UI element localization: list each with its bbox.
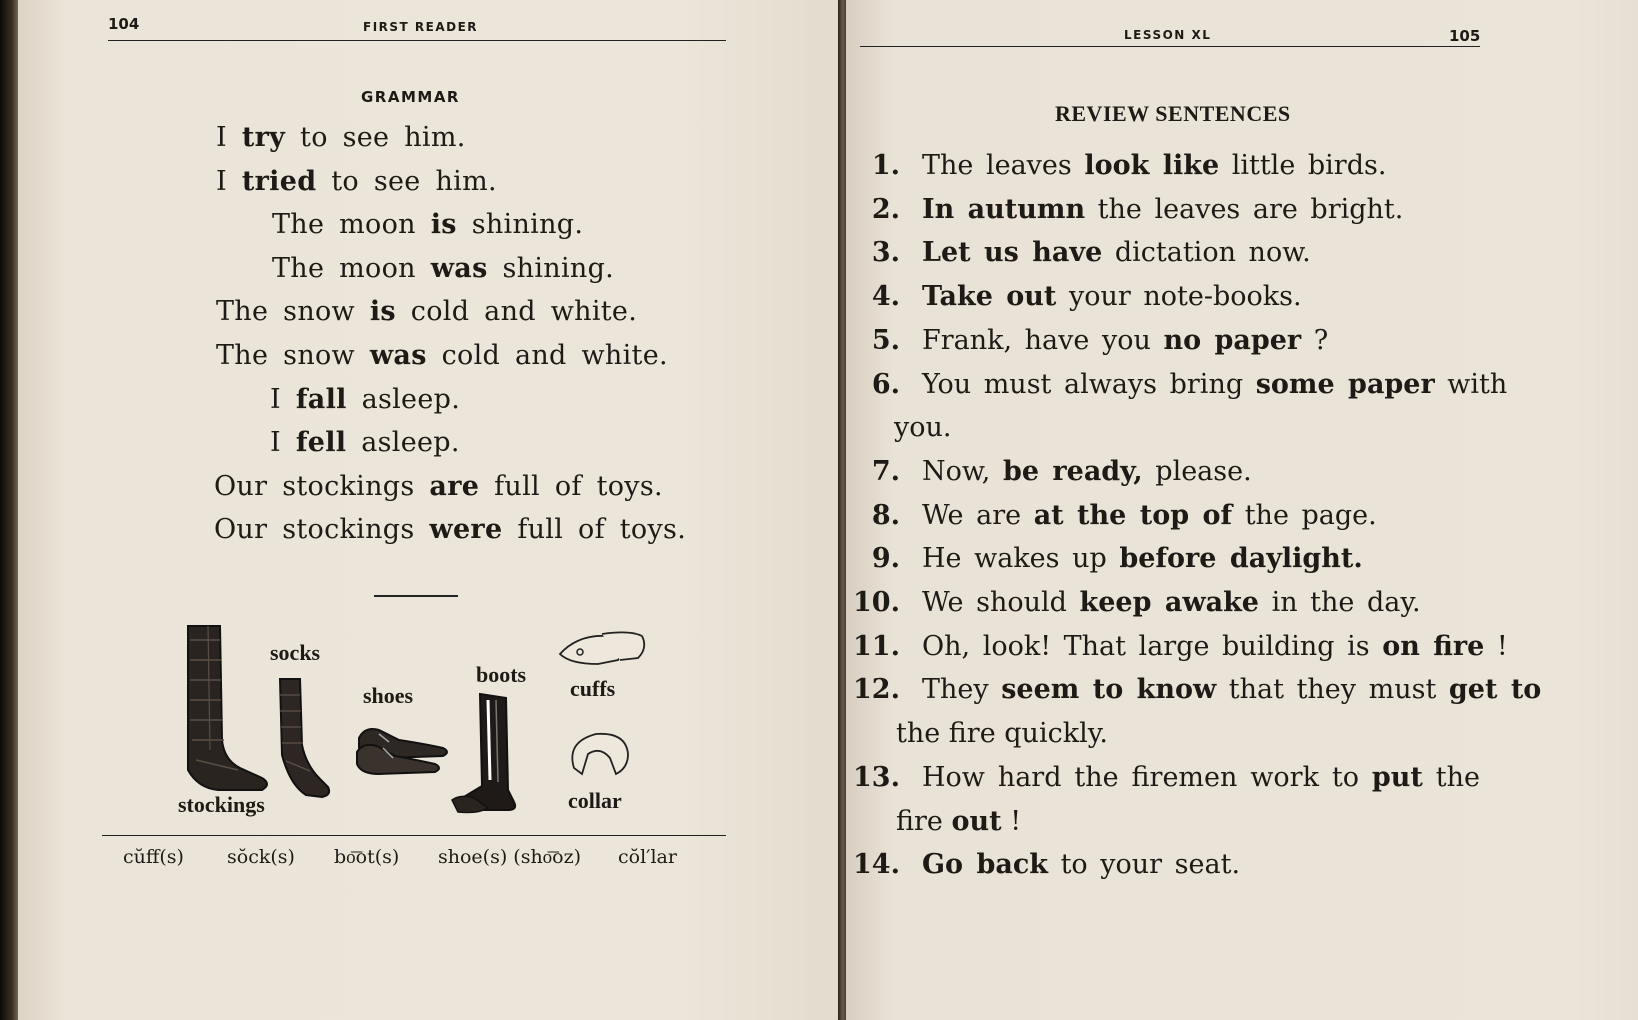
text-run: in the day. xyxy=(1258,587,1421,618)
left-page xyxy=(18,0,840,1020)
sentence-number: 6. xyxy=(871,368,900,400)
bold-phrase: was xyxy=(369,340,427,371)
grammar-line xyxy=(216,340,668,371)
sentence-text xyxy=(922,674,1541,705)
text-run: shining. xyxy=(487,252,615,284)
sentence-text xyxy=(922,500,1377,531)
bold-phrase: put xyxy=(1371,761,1423,793)
sentence-number: 2. xyxy=(871,193,900,225)
text-run: your note-books. xyxy=(1056,281,1302,313)
sentence-text xyxy=(922,631,1508,662)
text-run: the page. xyxy=(1232,499,1377,531)
text-run: fire xyxy=(896,805,952,837)
header-rule-right xyxy=(860,46,1480,47)
right-page xyxy=(846,0,1638,1020)
text-run: full of toys. xyxy=(502,514,687,546)
sentence-text xyxy=(922,194,1403,225)
sentence-text xyxy=(922,237,1311,268)
bold-phrase: some paper xyxy=(1255,368,1435,400)
text-run: How hard the firemen work to xyxy=(922,761,1372,793)
footnote-rule xyxy=(102,835,726,836)
bold-phrase: try xyxy=(241,122,286,153)
text-run: asleep. xyxy=(346,383,461,415)
sentence-text xyxy=(922,543,1363,574)
socks-illustration xyxy=(270,675,340,800)
grammar-line xyxy=(216,122,466,153)
pronunciation-cuffs: cŭff(s) xyxy=(123,846,184,868)
text-run: cold and white. xyxy=(426,340,668,371)
sentence-number: 11. xyxy=(853,630,900,662)
text-run: The snow xyxy=(216,340,370,371)
grammar-line xyxy=(272,253,614,284)
sentence-text xyxy=(922,281,1302,312)
text-run: The moon xyxy=(272,209,431,241)
bold-phrase: seem to know xyxy=(1001,674,1217,706)
text-run: to see him. xyxy=(285,122,466,153)
label-cuffs: cuffs xyxy=(570,676,616,701)
text-run: I xyxy=(216,165,242,197)
text-run: ? xyxy=(1301,324,1329,356)
text-run: ! xyxy=(1001,805,1022,837)
sentence-continuation xyxy=(896,806,1021,837)
text-run: We are xyxy=(922,499,1034,531)
bold-phrase: get to xyxy=(1448,674,1542,706)
bold-phrase: no paper xyxy=(1163,324,1302,356)
text-run: The moon xyxy=(272,252,431,284)
text-run: please. xyxy=(1142,455,1252,487)
sentence-number: 7. xyxy=(871,455,900,487)
section-divider xyxy=(374,595,458,597)
sentence-text xyxy=(922,849,1240,880)
text-run: Now, xyxy=(922,455,1003,487)
text-run: We should xyxy=(922,587,1080,618)
text-run: shining. xyxy=(456,209,584,241)
pronunciation-boots: bo͞ot(s) xyxy=(334,846,400,868)
bold-phrase: are xyxy=(429,470,480,502)
bold-phrase: Let us have xyxy=(922,237,1103,269)
text-run: You must always bring xyxy=(922,368,1256,400)
bold-phrase: were xyxy=(429,514,503,546)
running-head-right: LESSON XL xyxy=(1124,28,1212,42)
text-run: The leaves xyxy=(922,150,1085,181)
grammar-line xyxy=(216,296,637,327)
review-heading: REVIEW SENTENCES xyxy=(1055,101,1291,126)
text-run: dictation now. xyxy=(1102,237,1311,269)
text-run: full of toys. xyxy=(479,470,663,502)
sentence-number: 4. xyxy=(871,281,900,313)
grammar-line xyxy=(214,471,663,502)
pronunciation-socks: sŏck(s) xyxy=(227,846,295,868)
sentence-number: 3. xyxy=(871,237,900,269)
bold-phrase: is xyxy=(430,209,457,241)
text-run: Our stockings xyxy=(214,514,430,546)
text-run: to see him. xyxy=(316,165,497,197)
label-socks: socks xyxy=(270,640,321,665)
sentence-text xyxy=(922,762,1480,793)
text-run: asleep. xyxy=(346,427,460,459)
bold-phrase: was xyxy=(430,252,488,284)
page-number-right: 105 xyxy=(1449,27,1481,45)
text-run: The snow xyxy=(216,296,370,328)
sentence-text xyxy=(922,369,1507,400)
header-rule-left xyxy=(108,40,726,41)
text-run: with xyxy=(1434,368,1508,400)
sentence-number: 10. xyxy=(853,587,900,618)
grammar-line xyxy=(270,427,460,458)
bold-phrase: is xyxy=(369,296,396,328)
text-run: ! xyxy=(1484,630,1508,662)
text-run: little birds. xyxy=(1219,150,1387,181)
grammar-line xyxy=(216,166,497,197)
bold-phrase: out xyxy=(951,805,1002,837)
text-run: cold and white. xyxy=(395,296,638,328)
sentence-continuation: the fire quickly. xyxy=(896,718,1108,750)
text-run: They xyxy=(922,674,1002,706)
label-stockings: stockings xyxy=(178,792,265,817)
sentence-number: 12. xyxy=(853,674,900,706)
label-shoes: shoes xyxy=(363,683,414,708)
text-run: the xyxy=(1422,761,1480,793)
sentence-text xyxy=(922,150,1386,181)
text-run: Oh, look! That large building is xyxy=(922,630,1383,662)
bold-phrase: on fire xyxy=(1382,630,1485,662)
text-run: that they must xyxy=(1216,674,1449,706)
text-run: He wakes up xyxy=(922,543,1120,575)
text-run: to your seat. xyxy=(1048,849,1241,881)
sentence-number: 1. xyxy=(871,150,900,181)
bold-phrase: look like xyxy=(1084,150,1220,181)
running-head-left: FIRST READER xyxy=(363,20,479,34)
label-boots: boots xyxy=(476,662,527,687)
bold-phrase: Take out xyxy=(922,281,1057,313)
sentence-text xyxy=(922,325,1328,356)
bold-phrase: Go back xyxy=(922,849,1048,881)
collar-illustration xyxy=(566,728,634,778)
sentence-continuation: you. xyxy=(894,412,952,444)
shoes-illustration xyxy=(355,718,455,778)
pronunciation-collar: cŏl′lar xyxy=(618,846,677,868)
bold-phrase: In autumn xyxy=(922,193,1086,225)
sentence-number: 14. xyxy=(853,849,900,881)
grammar-line xyxy=(270,384,460,415)
sentence-number: 5. xyxy=(871,324,900,356)
grammar-line xyxy=(272,209,583,240)
sentence-text xyxy=(922,456,1252,487)
bold-phrase: tried xyxy=(241,165,317,197)
sentence-number: 8. xyxy=(871,499,900,531)
bold-phrase: fall xyxy=(295,383,347,415)
pronunciation-shoes: shoe(s) (sho͞oz) xyxy=(438,846,582,868)
label-collar: collar xyxy=(568,788,622,813)
boots-illustration xyxy=(448,690,528,815)
text-run: Our stockings xyxy=(214,470,430,502)
sentence-number: 13. xyxy=(853,761,900,793)
bold-phrase: be ready, xyxy=(1002,455,1143,487)
book-spine-shadow xyxy=(0,0,20,1020)
text-run: Frank, have you xyxy=(922,324,1164,356)
bold-phrase: before daylight. xyxy=(1119,543,1363,575)
sentence-number: 9. xyxy=(871,543,900,575)
sentence-text xyxy=(922,587,1421,618)
bold-phrase: fell xyxy=(295,427,347,459)
grammar-line xyxy=(214,514,686,545)
text-run: the leaves are bright. xyxy=(1085,193,1404,225)
text-run: I xyxy=(270,383,296,415)
grammar-heading: GRAMMAR xyxy=(361,88,460,106)
text-run: I xyxy=(216,122,242,153)
cuffs-illustration xyxy=(558,628,653,668)
bold-phrase: at the top of xyxy=(1033,499,1233,531)
page-number-left: 104 xyxy=(108,15,140,33)
bold-phrase: keep awake xyxy=(1079,587,1259,618)
text-run: I xyxy=(270,427,296,459)
